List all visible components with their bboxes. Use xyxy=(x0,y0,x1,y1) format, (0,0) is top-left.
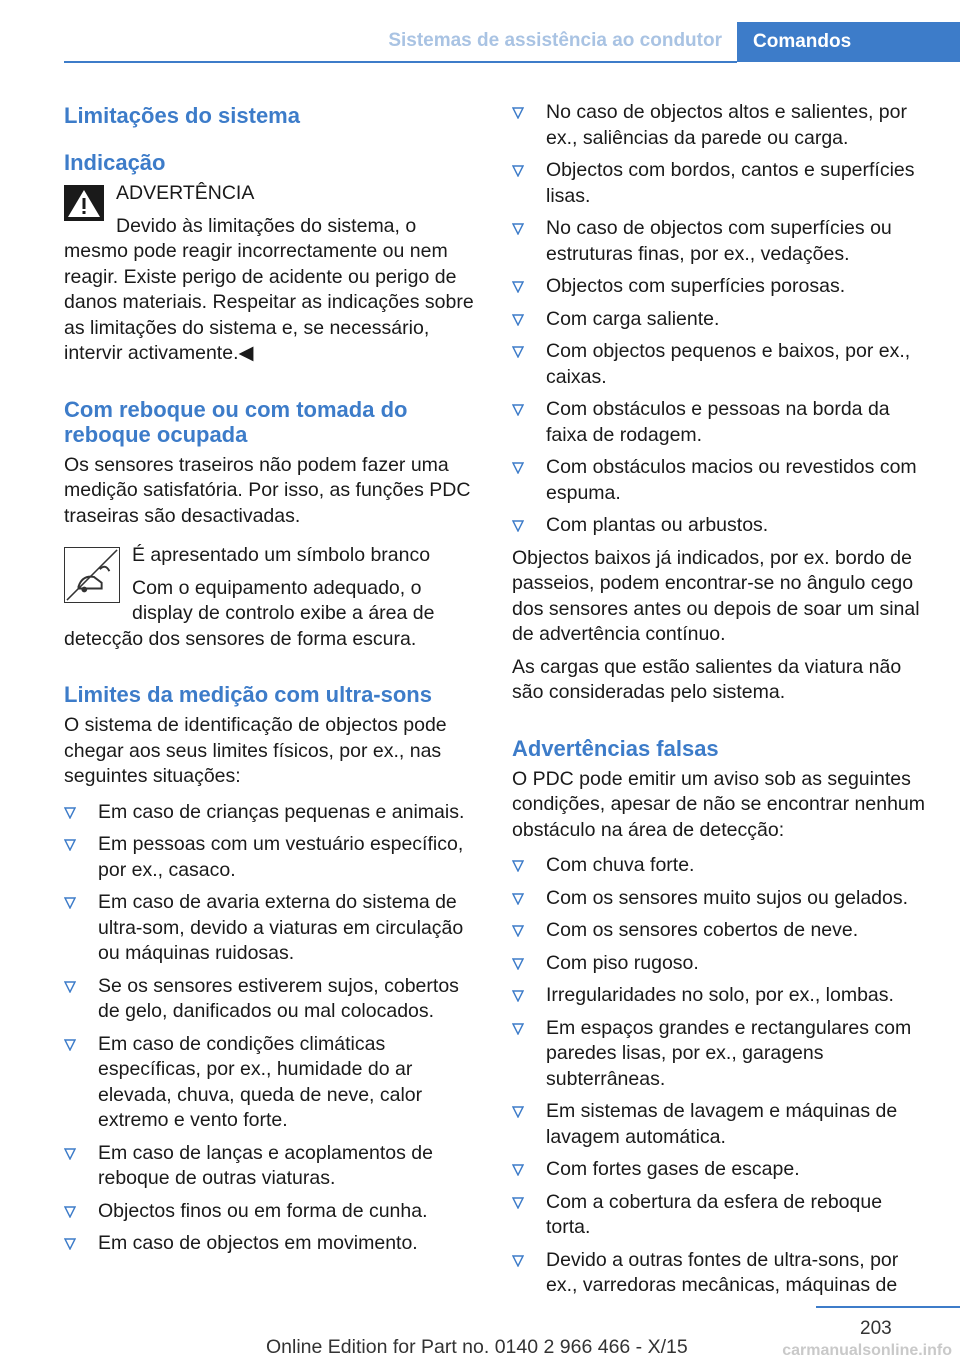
header-rule xyxy=(64,61,737,63)
subsection-indicacao: Indicação xyxy=(64,150,166,175)
page-number: 203 xyxy=(860,1318,892,1339)
triangle-bullet-icon xyxy=(512,107,524,119)
list-item: Com piso rugoso. xyxy=(512,951,928,977)
list-item: Com chuva forte. xyxy=(512,853,928,879)
left-column xyxy=(64,100,480,1264)
list-item: Em caso de crianças pequenas e animais. xyxy=(64,800,480,826)
subsection-falsas: Advertências falsas xyxy=(512,735,719,761)
limites-text: O sistema de identificação de objectos pode chegar aos seus limites físicos, por ex., nas seguintes situações: xyxy=(64,714,447,787)
limites-list-continued xyxy=(512,100,928,539)
list-item: Objectos finos ou em forma de cunha. xyxy=(64,1199,480,1225)
triangle-bullet-icon xyxy=(64,1039,76,1051)
limites-list xyxy=(64,800,480,1257)
list-item: Em caso de condições climáticas específicas, por ex., humidade do ar elevada, chuva, queda de neve, calor extremo e vento forte. xyxy=(64,1032,480,1134)
blind-spot-text: Objectos baixos já indicados, por ex. bordo de passeios, podem encontrar-se no ângulo cego dos sensores antes ou depois de soar um sinal de advertência contínuo. xyxy=(512,546,920,645)
triangle-bullet-icon xyxy=(512,314,524,326)
warning-label: ADVERTÊNCIA xyxy=(116,182,255,204)
falsas-list xyxy=(512,853,928,1299)
subsection-reboque: Com reboque ou com tomada do reboque ocupada xyxy=(64,396,408,447)
subsection-limites: Limites da medição com ultra-sons xyxy=(64,682,432,707)
reboque-text: Os sensores traseiros não podem fazer uma medição satisfatória. Por isso, as funções PDC traseiras são desactivadas. xyxy=(64,453,471,527)
warning-text: Devido às limitações do sistema, o mesmo pode reagir incorrectamente ou nem reagir. Existe perigo de acidente ou perigo de danos materiais. Respeitar as indicações sobre as limitações do sistema e, se necessário, intervir activamente.◀ xyxy=(64,214,474,364)
triangle-bullet-icon xyxy=(512,990,524,1002)
list-item: Com a cobertura da esfera de reboque torta. xyxy=(512,1190,928,1241)
list-item: Com fortes gases de escape. xyxy=(512,1157,928,1183)
warning-block xyxy=(64,181,480,367)
list-item: Em pessoas com um vestuário específico, por ex., casaco. xyxy=(64,832,480,883)
list-item: Irregularidades no solo, por ex., lombas. xyxy=(512,983,928,1009)
list-item: Em sistemas de lavagem e máquinas de lavagem automática. xyxy=(512,1099,928,1150)
triangle-bullet-icon xyxy=(64,839,76,851)
list-item: Em caso de avaria externa do sistema de ultra-som, devido a viaturas em circulação ou máquinas ruidosas. xyxy=(64,890,480,967)
right-column xyxy=(512,100,928,1306)
triangle-bullet-icon xyxy=(64,981,76,993)
header-chapter-tab: Comandos xyxy=(737,22,960,62)
list-item: Devido a outras fontes de ultra-sons, por ex., varredoras mecânicas, máquinas de xyxy=(512,1248,928,1299)
symbol-text: Com o equipamento adequado, o display de controlo exibe a área de detecção dos sensores de forma escura. xyxy=(64,576,435,650)
list-item: Com obstáculos macios ou revestidos com espuma. xyxy=(512,455,928,506)
triangle-bullet-icon xyxy=(512,860,524,872)
pdc-trailer-icon xyxy=(64,547,120,603)
triangle-bullet-icon xyxy=(64,1238,76,1250)
list-item: Em caso de lanças e acoplamentos de reboque de outras viaturas. xyxy=(64,1141,480,1192)
triangle-bullet-icon xyxy=(512,1164,524,1176)
list-item: Objectos com bordos, cantos e superfícies lisas. xyxy=(512,158,928,209)
triangle-bullet-icon xyxy=(512,520,524,532)
triangle-bullet-icon xyxy=(512,346,524,358)
triangle-bullet-icon xyxy=(64,1148,76,1160)
list-item: Objectos com superfícies porosas. xyxy=(512,274,928,300)
triangle-bullet-icon xyxy=(512,165,524,177)
header-section-title: Sistemas de assistência ao condutor xyxy=(388,30,722,51)
symbol-block xyxy=(64,543,480,652)
edition-footer: Online Edition for Part no. 0140 2 966 466 - X/15 xyxy=(266,1336,688,1358)
list-item: Em caso de objectos em movimento. xyxy=(64,1231,480,1257)
triangle-bullet-icon xyxy=(512,404,524,416)
list-item: Com os sensores muito sujos ou gelados. xyxy=(512,886,928,912)
triangle-bullet-icon xyxy=(512,1106,524,1118)
falsas-text: O PDC pode emitir um aviso sob as seguintes condições, apesar de não se encontrar nenhum obstáculo na área de detecção: xyxy=(512,767,926,841)
triangle-bullet-icon xyxy=(512,893,524,905)
watermark: carmanualsonline.info xyxy=(782,1342,952,1359)
list-item: Se os sensores estiverem sujos, cobertos de gelo, danificados ou mal colocados. xyxy=(64,974,480,1025)
triangle-bullet-icon xyxy=(64,897,76,909)
warning-triangle-icon xyxy=(64,185,104,221)
triangle-bullet-icon xyxy=(512,1255,524,1267)
list-item: Com objectos pequenos e baixos, por ex., caixas. xyxy=(512,339,928,390)
list-item: Com plantas ou arbustos. xyxy=(512,513,928,539)
page-number-rule xyxy=(816,1306,960,1308)
cargo-text: As cargas que estão salientes da viatura não são consideradas pelo sistema. xyxy=(512,655,902,703)
list-item: Com os sensores cobertos de neve. xyxy=(512,918,928,944)
list-item: No caso de objectos com superfícies ou estruturas finas, por ex., vedações. xyxy=(512,216,928,267)
triangle-bullet-icon xyxy=(512,958,524,970)
list-item: Em espaços grandes e rectangulares com paredes lisas, por ex., garagens subterrâneas. xyxy=(512,1016,928,1093)
triangle-bullet-icon xyxy=(64,807,76,819)
triangle-bullet-icon xyxy=(512,223,524,235)
list-item: No caso de objectos altos e salientes, por ex., saliências da parede ou carga. xyxy=(512,100,928,151)
symbol-line: É apresentado um símbolo branco xyxy=(132,544,431,566)
section-title: Limitações do sistema xyxy=(64,103,300,128)
triangle-bullet-icon xyxy=(512,1197,524,1209)
triangle-bullet-icon xyxy=(512,281,524,293)
triangle-bullet-icon xyxy=(64,1206,76,1218)
triangle-bullet-icon xyxy=(512,925,524,937)
triangle-bullet-icon xyxy=(512,462,524,474)
triangle-bullet-icon xyxy=(512,1023,524,1035)
list-item: Com carga saliente. xyxy=(512,307,928,333)
list-item: Com obstáculos e pessoas na borda da faixa de rodagem. xyxy=(512,397,928,448)
page-header xyxy=(0,0,960,62)
